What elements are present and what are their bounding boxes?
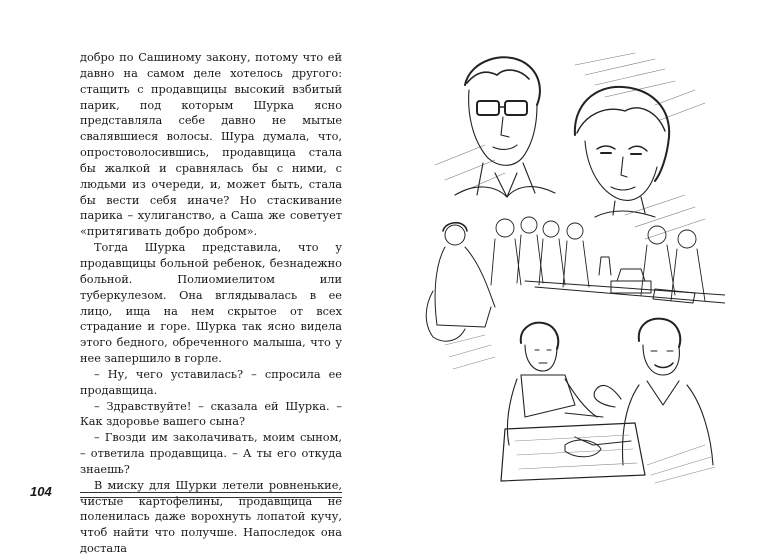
footer-rule: [80, 492, 342, 498]
vendor-woman: [426, 223, 495, 341]
background-hatching: [435, 53, 705, 239]
paragraph: В миску для Шурки летели ровненькие, чистые картофелины, продавщица не поленилась даже ворохнуть лопатой кучу, чтоб найти что получше. Напоследок она достала: [80, 478, 342, 556]
text-column: [80, 50, 342, 557]
paragraph: – Здравствуйте! – сказала ей Шурка. – Как здоровье вашего сына?: [80, 399, 342, 429]
bottom-hatching: [445, 335, 715, 483]
young-woman-portrait: [575, 87, 669, 217]
left-page: [0, 0, 385, 556]
man-in-suit: [575, 319, 713, 465]
paragraph: – Гвозди им заколачивать, моим сыном, – ответила продавщица. – А ты его откуда знаешь?: [80, 431, 342, 476]
man-with-glasses-portrait: [455, 57, 555, 197]
paragraph: Тогда Шурка представила, что у продавщицы больной ребенок, безнадежно больной. Полиомиелитом или туберкулезом. Она вглядывалась в ее лицо, ища на нем скрытое от всех страдание и горе. Шурка так ясно видела этого бедного, обреченного малыша, что у нее запершило в горле.: [80, 241, 342, 366]
paragraph: – Ну, чего уставилась? – спросила ее продавщица.: [80, 367, 342, 397]
illustration: [425, 45, 725, 485]
page-number: 104: [30, 484, 52, 499]
counter-with-scales: [525, 257, 725, 303]
right-page: [385, 0, 770, 544]
paragraph: добро по Сашиному закону, потому что ей давно на самом деле хотелось другого: стащить с продавщицы высокий взбитый парик, под которым Шурка ясно представляла себе давно не мытые свалявшиеся волосы. Шура думала, что, опростоволосившись, продавщица стала бы жалкой и сравнялась бы с ними, с людьми из очереди, и, может быть, стала бы вести себя иначе? Но стаскивание парика – хулиганство, а Саша же советует «притягивать добро добром».: [80, 51, 342, 239]
